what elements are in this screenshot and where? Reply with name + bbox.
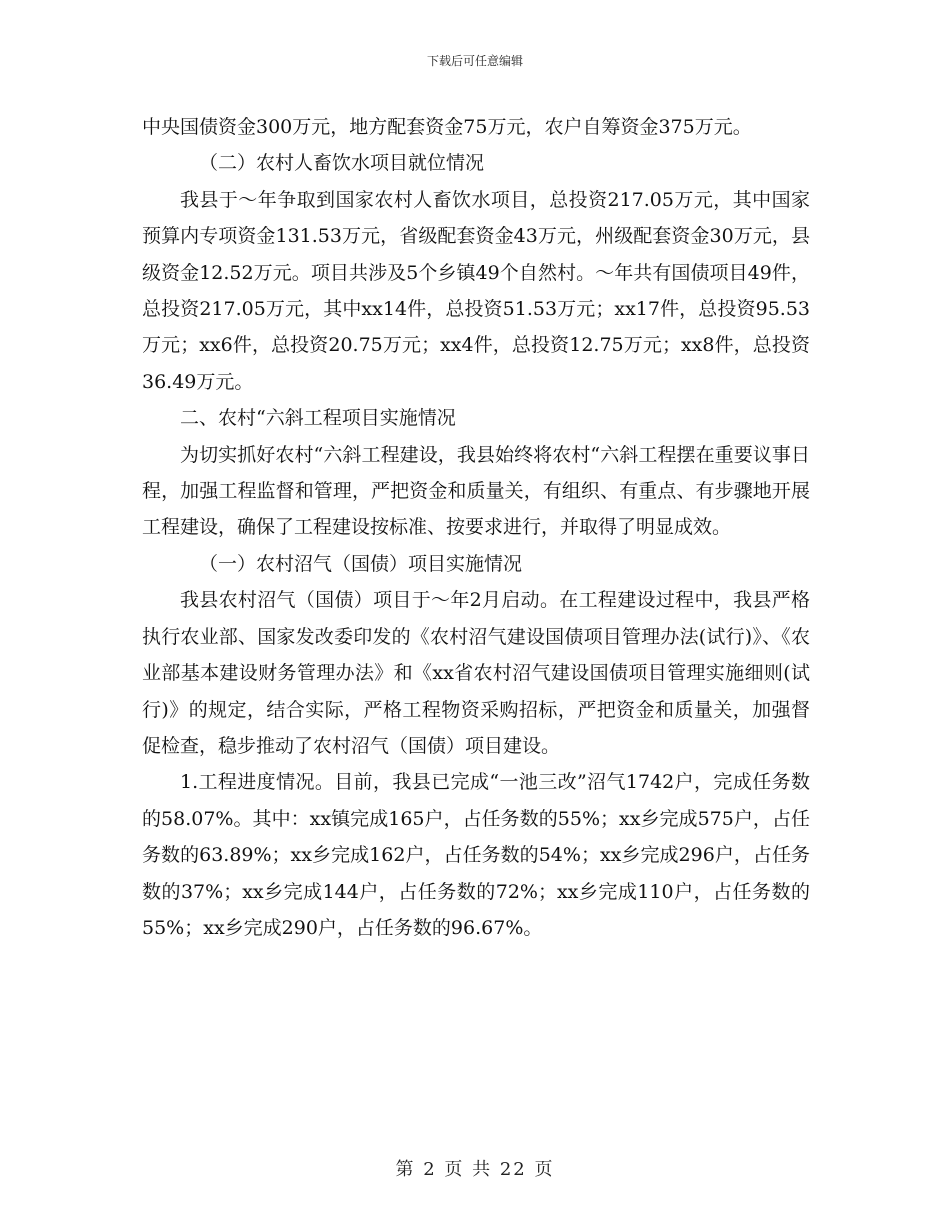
- page-header: 下载后可任意编辑: [426, 54, 523, 68]
- paragraph-3: 我县于～年争取到国家农村人畜饮水项目，总投资217.05万元，其中国家预算内专项资金131.53万元，省级配套资金43万元，州级配套资金30万元，县级资金12.52万元。项目共涉及5个乡镇49个自然村。～年共有国债项目49件，总投资217.05万元，其中xx14件，总投资51.53万元；xx17件，总投资95.53万元；xx6件，总投资20.75万元；xx4件，总投资12.75万元；xx8件，总投资36.49万元。: [142, 188, 810, 393]
- paragraph-5: 为切实抓好农村“六斜工程建设，我县始终将农村“六斜工程摆在重要议事日程，加强工程监督和管理，严把资金和质量关，有组织、有重点、有步骤地开展工程建设，确保了工程建设按标准、按要求进行，并取得了明显成效。: [142, 443, 810, 539]
- section-heading-6: （一）农村沼气（国债）项目实施情况: [199, 552, 523, 575]
- paragraph-8: 1.工程进度情况。目前，我县已完成“一池三改”沼气1742户，完成任务数的58.07%。其中：xx镇完成165户，占任务数的55%；xx乡完成575户，占任务数的63.89%；xx乡完成162户，占任务数的54%；xx乡完成296户，占任务数的37%；xx乡完成144户，占任务数的72%；xx乡完成110户，占任务数的55%；xx乡完成290户，占任务数的96.67%。: [142, 771, 810, 939]
- section-heading-4: 二、农村“六斜工程项目实施情况: [180, 407, 456, 430]
- section-heading-2: （二）农村人畜饮水项目就位情况: [199, 152, 485, 175]
- document-body: [142, 109, 810, 946]
- paragraph-7: 我县农村沼气（国债）项目于～年2月启动。在工程建设过程中，我县严格执行农业部、国家发改委印发的《农村沼气建设国债项目管理办法(试行)》、《农业部基本建设财务管理办法》和《xx省农村沼气建设国债项目管理实施细则(试行)》的规定，结合实际，严格工程物资采购招标，严把资金和质量关，加强督促检查，稳步推动了农村沼气（国债）项目建设。: [142, 589, 810, 757]
- paragraph-1: 中央国债资金300万元，地方配套资金75万元，农户自筹资金375万元。: [142, 116, 752, 138]
- page-number-footer: 第 2 页 共 22 页: [395, 1159, 555, 1180]
